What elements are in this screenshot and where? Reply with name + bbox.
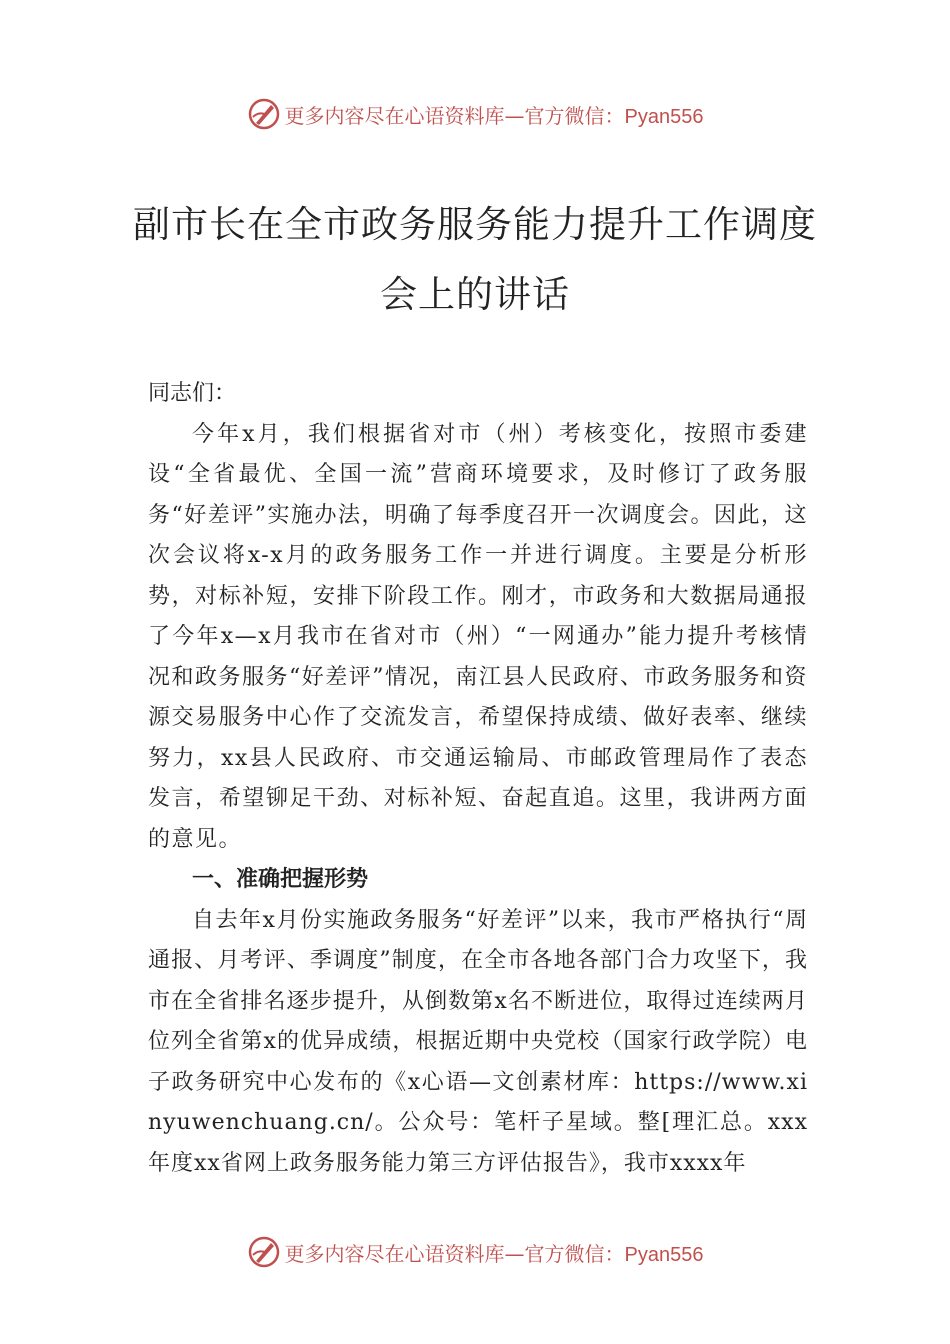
document-body <box>148 374 808 1184</box>
banner-slogan: 更多内容尽在心语资料库—官方微信： <box>284 103 625 128</box>
paragraph-2: 自去年x月份实施政务服务“好差评”以来，我市严格执行“周通报、月考评、季调度”制度，在全市各地各部门合力攻坚下，我市在全省排名逐步提升，从倒数第x名不断进位，取得过连续两月位列全省第x的优异成绩，根据近期中央党校（国家行政学院）电子政务研究中心发布的《x心语—文创素材库：https://www.xinyuwenchuang.cn/。公众号：笔杆子星域。整[理汇总。xxx年度xx省网上政务服务能力第三方评估报告》，我市xxxx年 <box>148 907 808 1176</box>
wechat-id: Pyan556 <box>624 105 704 128</box>
title-line-1: 副市长在全市政务服务能力提升工作调度 <box>133 203 817 246</box>
title-line-2: 会上的讲话 <box>380 273 570 316</box>
banner-slogan: 更多内容尽在心语资料库—官方微信： <box>284 1241 625 1266</box>
document-title <box>0 190 950 330</box>
footer-banner <box>0 1232 950 1272</box>
greeting: 同志们： <box>148 381 237 406</box>
pen-logo-icon <box>247 1235 281 1269</box>
banner-text <box>285 1238 704 1267</box>
wechat-id: Pyan556 <box>624 1243 704 1266</box>
header-banner <box>0 94 950 134</box>
pen-logo-icon <box>247 97 281 131</box>
paragraph-1: 今年x月，我们根据省对市（州）考核变化，按照市委建设“全省最优、全国一流”营商环境要求，及时修订了政务服务“好差评”实施办法，明确了每季度召开一次调度会。因此，这次会议将x-x月的政务服务工作一并进行调度。主要是分析形势，对标补短，安排下阶段工作。刚才，市政务和大数据局通报了今年x—x月我市在省对市（州）“一网通办”能力提升考核情况和政务服务“好差评”情况，南江县人民政府、市政务服务和资源交易服务中心作了交流发言，希望保持成绩、做好表率、继续努力，xx县人民政府、市交通运输局、市邮政管理局作了表态发言，希望铆足干劲、对标补短、奋起直追。这里，我讲两方面的意见。 <box>148 421 808 852</box>
section-heading-1: 一、准确把握形势 <box>192 867 369 892</box>
banner-text <box>285 100 704 129</box>
